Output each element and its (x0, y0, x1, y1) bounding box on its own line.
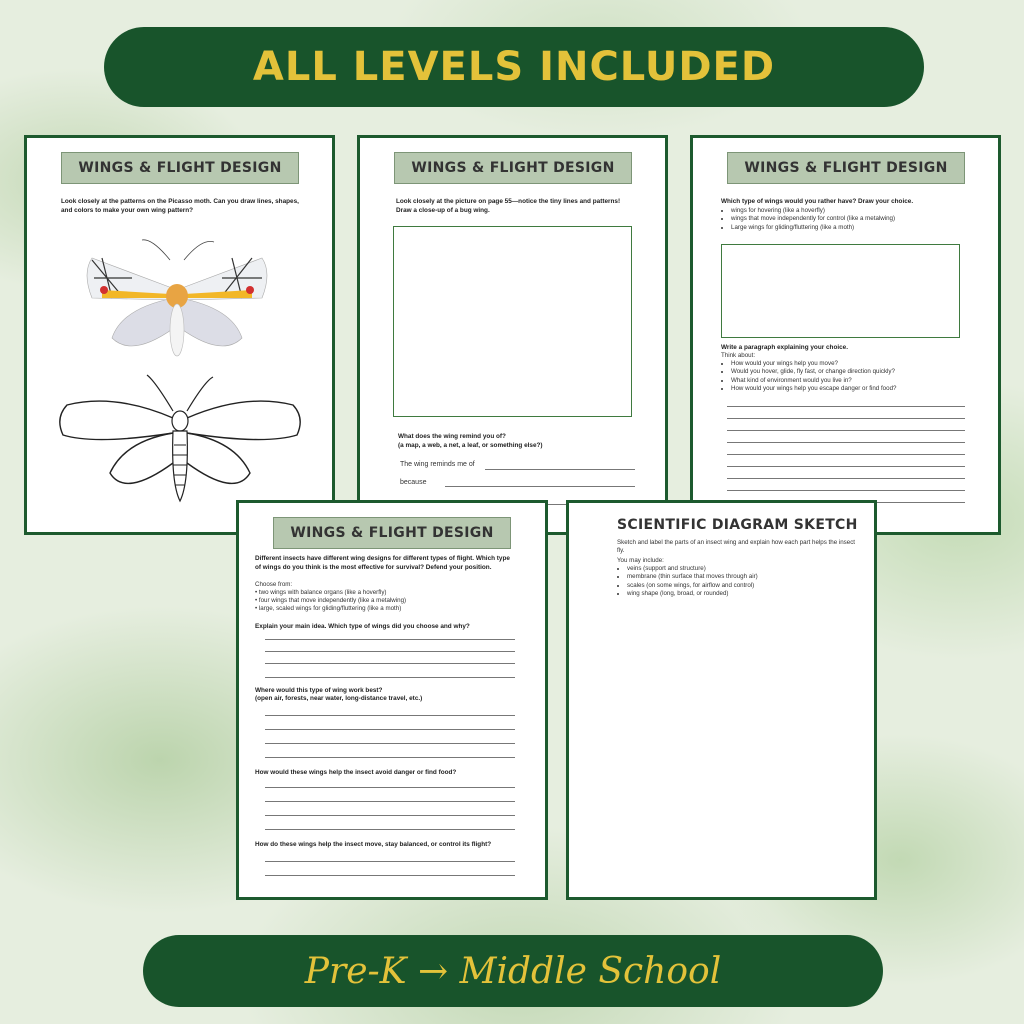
question-4: How do these wings help the insect move, stay balanced, or control its flight? (255, 841, 492, 848)
answer-line[interactable] (727, 418, 965, 419)
answer-line[interactable] (727, 478, 965, 479)
sheet-title: WINGS & FLIGHT DESIGN (727, 152, 965, 184)
picasso-moth-photo (82, 238, 272, 368)
include-list (617, 565, 857, 598)
paragraph-prompt: Write a paragraph explaining your choice. (721, 344, 849, 351)
bottom-banner (143, 935, 883, 1007)
choice-item: • Large wings for gliding/fluttering (like a moth) (731, 224, 981, 232)
answer-line[interactable] (265, 757, 515, 758)
banner-title: ALL LEVELS INCLUDED (252, 44, 776, 90)
top-banner (104, 27, 924, 107)
moth-outline (55, 373, 305, 503)
sheet-prompt: Look closely at the patterns on the Picasso moth. Can you draw lines, shapes, and colors to make your own wing pattern? (61, 198, 299, 214)
question-2-hint: (open air, forests, near water, long-distance travel, etc.) (255, 695, 423, 702)
choice-item: • wings for hovering (like a hoverfly) (731, 207, 981, 215)
sheet-prompt: Which type of wings would you rather have? Draw your choice. (721, 198, 914, 205)
answer-line[interactable] (727, 466, 965, 467)
answer-line[interactable] (727, 442, 965, 443)
answer-line[interactable] (265, 677, 515, 678)
answer-line[interactable] (265, 861, 515, 862)
answer-line[interactable] (265, 787, 515, 788)
worksheet-5 (566, 500, 877, 900)
think-list (721, 360, 981, 393)
answer-line[interactable] (727, 406, 965, 407)
include-item: • wing shape (long, broad, or rounded) (627, 590, 857, 598)
answer-line[interactable] (265, 875, 515, 876)
choice-item: • large, scaled wings for gliding/fluttering (like a moth) (255, 605, 402, 612)
question-2: Where would this type of wing work best? (255, 687, 383, 694)
answer-line[interactable] (265, 801, 515, 802)
answer-line[interactable] (727, 454, 965, 455)
think-item: • How would your wings help you move? (731, 360, 981, 368)
choice-item: • two wings with balance organs (like a hoverfly) (255, 589, 387, 596)
sheet-title: WINGS & FLIGHT DESIGN (273, 517, 511, 549)
think-label: Think about: (721, 352, 756, 359)
question: What does the wing remind you of? (398, 433, 506, 440)
answer-line[interactable] (265, 715, 515, 716)
choose-label: Choose from: (255, 581, 293, 588)
think-item: • Would you hover, glide, fly fast, or change direction quickly? (731, 368, 981, 376)
answer-line[interactable] (265, 729, 515, 730)
answer-line[interactable] (727, 490, 965, 491)
answer-line[interactable] (265, 829, 515, 830)
sheet-title: SCIENTIFIC DIAGRAM SKETCH (617, 517, 858, 533)
answer-label-2: because (400, 479, 427, 486)
answer-line[interactable] (265, 639, 515, 640)
include-item: • veins (support and structure) (627, 565, 857, 573)
sheet-title: WINGS & FLIGHT DESIGN (394, 152, 632, 184)
sheet-prompt: Sketch and label the parts of an insect wing and explain how each part helps the insect fly. (617, 539, 856, 555)
worksheet-3 (690, 135, 1001, 535)
think-item: • How would your wings help you escape danger or find food? (731, 385, 981, 393)
worksheet-4 (236, 500, 548, 900)
question-hint: (a map, a web, a net, a leaf, or something else?) (398, 442, 543, 449)
think-item: • What kind of environment would you live in? (731, 377, 981, 385)
sheet-title: WINGS & FLIGHT DESIGN (61, 152, 299, 184)
answer-line[interactable] (265, 815, 515, 816)
answer-line[interactable] (265, 651, 515, 652)
question-3: How would these wings help the insect avoid danger or find food? (255, 769, 457, 776)
sheet-prompt: Look closely at the picture on page 55—notice the tiny lines and patterns! Draw a close-up of a bug wing. (396, 198, 621, 214)
answer-line[interactable] (445, 486, 635, 487)
grade-range-label: Pre-K → Middle School (304, 950, 722, 992)
sheet-prompt: Different insects have different wing designs for different types of flight. Which type of wings do you think is the most effective for survival? Defend your position. (255, 555, 510, 571)
answer-line[interactable] (265, 743, 515, 744)
worksheet-1 (24, 135, 335, 535)
worksheet-2 (357, 135, 668, 535)
include-item: • scales (on some wings, for airflow and control) (627, 582, 857, 590)
drawing-box[interactable] (721, 244, 960, 338)
answer-line[interactable] (265, 663, 515, 664)
answer-line[interactable] (727, 430, 965, 431)
choice-item: • wings that move independently for control (like a metalwing) (731, 215, 981, 223)
include-item: • membrane (thin surface that moves through air) (627, 573, 857, 581)
drawing-box[interactable] (393, 226, 632, 417)
choice-item: • four wings that move independently (like a metalwing) (255, 597, 407, 604)
question-1: Explain your main idea. Which type of wings did you choose and why? (255, 623, 470, 630)
choice-list (721, 207, 981, 232)
answer-label-1: The wing reminds me of (400, 461, 475, 468)
include-label: You may include: (617, 557, 664, 564)
answer-line[interactable] (485, 469, 635, 470)
